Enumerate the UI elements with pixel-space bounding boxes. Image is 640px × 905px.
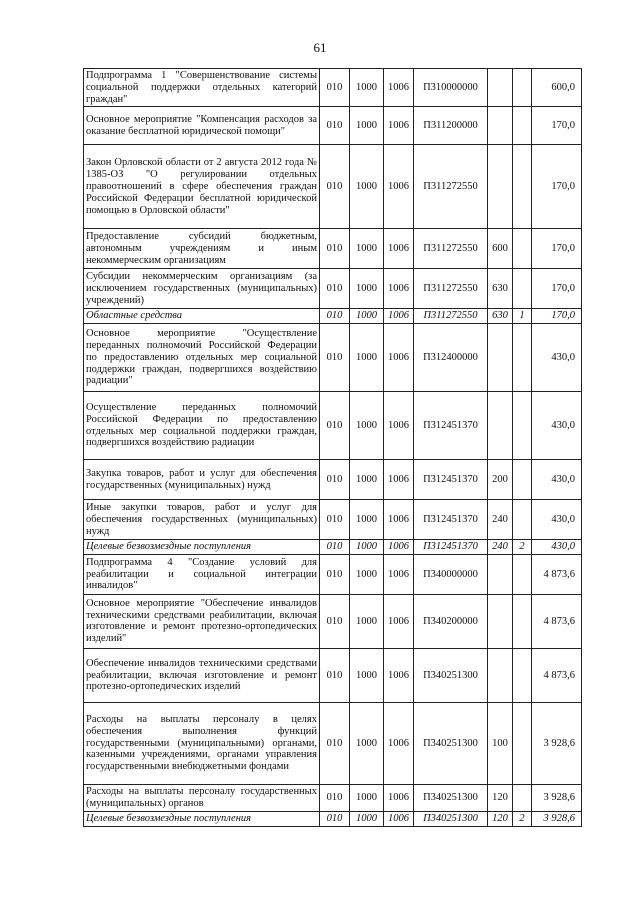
target-article-code: П311272550 xyxy=(414,145,488,229)
funding-source-code xyxy=(513,648,532,702)
table-row xyxy=(84,811,582,826)
row-name: Основное мероприятие "Осуществление переданных полномочий Российской Федерации по предоставлению отдельных мер социальной поддержки граждан, подвергшихся воздействию радиации" xyxy=(84,324,320,392)
funding-source-code xyxy=(513,107,532,145)
expense-type-code xyxy=(488,594,513,648)
subsection-code: 1006 xyxy=(384,594,414,648)
target-article-code: П340251300 xyxy=(414,811,488,826)
target-article-code: П340251300 xyxy=(414,702,488,784)
section-code: 1000 xyxy=(350,392,384,460)
subsection-code: 1006 xyxy=(384,269,414,309)
section-code: 1000 xyxy=(350,460,384,500)
row-name: Основное мероприятие "Обеспечение инвалидов техническими средствами реабилитации, включая изготовление и ремонт протезно-ортопедических изделий" xyxy=(84,594,320,648)
section-code: 1000 xyxy=(350,811,384,826)
expense-type-code: 200 xyxy=(488,460,513,500)
budget-table-body xyxy=(84,69,582,827)
ministry-code: 010 xyxy=(320,229,350,269)
subsection-code: 1006 xyxy=(384,540,414,555)
section-code: 1000 xyxy=(350,702,384,784)
expense-type-code: 240 xyxy=(488,500,513,540)
row-name: Расходы на выплаты персоналу в целях обеспечения выполнения функций государственными (муниципальными) органами, казенными учреждениями, органами управления государственными внебюджетными фондами xyxy=(84,702,320,784)
section-code: 1000 xyxy=(350,309,384,324)
table-row xyxy=(84,324,582,392)
amount: 430,0 xyxy=(532,540,582,555)
ministry-code: 010 xyxy=(320,309,350,324)
row-name: Обеспечение инвалидов техническими средствами реабилитации, включая изготовление и ремонт протезно-ортопедических изделий xyxy=(84,648,320,702)
expense-type-code xyxy=(488,69,513,107)
subsection-code: 1006 xyxy=(384,648,414,702)
ministry-code: 010 xyxy=(320,702,350,784)
section-code: 1000 xyxy=(350,107,384,145)
expense-type-code xyxy=(488,324,513,392)
row-name: Основное мероприятие "Компенсация расходов за оказание бесплатной юридической помощи" xyxy=(84,107,320,145)
target-article-code: П312400000 xyxy=(414,324,488,392)
ministry-code: 010 xyxy=(320,811,350,826)
target-article-code: П311272550 xyxy=(414,309,488,324)
section-code: 1000 xyxy=(350,269,384,309)
amount: 170,0 xyxy=(532,229,582,269)
amount: 170,0 xyxy=(532,107,582,145)
ministry-code: 010 xyxy=(320,784,350,811)
funding-source-code xyxy=(513,69,532,107)
table-row xyxy=(84,269,582,309)
ministry-code: 010 xyxy=(320,554,350,594)
section-code: 1000 xyxy=(350,554,384,594)
expense-type-code: 100 xyxy=(488,702,513,784)
subsection-code: 1006 xyxy=(384,702,414,784)
section-code: 1000 xyxy=(350,145,384,229)
expense-type-code: 120 xyxy=(488,811,513,826)
section-code: 1000 xyxy=(350,69,384,107)
subsection-code: 1006 xyxy=(384,811,414,826)
table-row xyxy=(84,107,582,145)
table-row xyxy=(84,229,582,269)
amount: 430,0 xyxy=(532,392,582,460)
ministry-code: 010 xyxy=(320,648,350,702)
funding-source-code: 1 xyxy=(513,309,532,324)
expense-type-code: 120 xyxy=(488,784,513,811)
amount: 3 928,6 xyxy=(532,811,582,826)
section-code: 1000 xyxy=(350,324,384,392)
row-name: Иные закупки товаров, работ и услуг для обеспечения государственных (муниципальных) нужд xyxy=(84,500,320,540)
amount: 170,0 xyxy=(532,309,582,324)
section-code: 1000 xyxy=(350,229,384,269)
table-row xyxy=(84,460,582,500)
target-article-code: П312451370 xyxy=(414,500,488,540)
amount: 3 928,6 xyxy=(532,784,582,811)
table-row xyxy=(84,648,582,702)
subsection-code: 1006 xyxy=(384,392,414,460)
section-code: 1000 xyxy=(350,784,384,811)
ministry-code: 010 xyxy=(320,107,350,145)
table-row xyxy=(84,554,582,594)
amount: 430,0 xyxy=(532,500,582,540)
subsection-code: 1006 xyxy=(384,554,414,594)
section-code: 1000 xyxy=(350,594,384,648)
table-row xyxy=(84,69,582,107)
subsection-code: 1006 xyxy=(384,145,414,229)
amount: 4 873,6 xyxy=(532,648,582,702)
row-name: Подпрограмма 1 "Совершенствование системы социальной поддержки отдельных категорий граждан" xyxy=(84,69,320,107)
target-article-code: П312451370 xyxy=(414,540,488,555)
target-article-code: П312451370 xyxy=(414,460,488,500)
funding-source-code xyxy=(513,460,532,500)
target-article-code: П340251300 xyxy=(414,648,488,702)
target-article-code: П340200000 xyxy=(414,594,488,648)
row-name: Целевые безвозмездные поступления xyxy=(84,540,320,555)
target-article-code: П340000000 xyxy=(414,554,488,594)
ministry-code: 010 xyxy=(320,145,350,229)
row-name: Целевые безвозмездные поступления xyxy=(84,811,320,826)
expense-type-code xyxy=(488,107,513,145)
row-name: Субсидии некоммерческим организациям (за исключением государственных (муниципальных) учреждений) xyxy=(84,269,320,309)
table-row xyxy=(84,145,582,229)
section-code: 1000 xyxy=(350,500,384,540)
expense-type-code xyxy=(488,392,513,460)
table-row xyxy=(84,309,582,324)
funding-source-code xyxy=(513,269,532,309)
subsection-code: 1006 xyxy=(384,309,414,324)
table-row xyxy=(84,500,582,540)
section-code: 1000 xyxy=(350,540,384,555)
row-name: Расходы на выплаты персоналу государственных (муниципальных) органов xyxy=(84,784,320,811)
row-name: Предоставление субсидий бюджетным, автономным учреждениям и иным некоммерческим организациям xyxy=(84,229,320,269)
expense-type-code: 600 xyxy=(488,229,513,269)
target-article-code: П311272550 xyxy=(414,269,488,309)
subsection-code: 1006 xyxy=(384,107,414,145)
subsection-code: 1006 xyxy=(384,69,414,107)
budget-table xyxy=(83,68,582,827)
row-name: Подпрограмма 4 "Создание условий для реабилитации и социальной интеграции инвалидов" xyxy=(84,554,320,594)
subsection-code: 1006 xyxy=(384,324,414,392)
funding-source-code xyxy=(513,145,532,229)
target-article-code: П311200000 xyxy=(414,107,488,145)
expense-type-code xyxy=(488,145,513,229)
ministry-code: 010 xyxy=(320,392,350,460)
target-article-code: П311272550 xyxy=(414,229,488,269)
table-row xyxy=(84,702,582,784)
funding-source-code xyxy=(513,392,532,460)
expense-type-code xyxy=(488,648,513,702)
target-article-code: П312451370 xyxy=(414,392,488,460)
ministry-code: 010 xyxy=(320,460,350,500)
amount: 4 873,6 xyxy=(532,554,582,594)
amount: 430,0 xyxy=(532,324,582,392)
subsection-code: 1006 xyxy=(384,229,414,269)
funding-source-code xyxy=(513,784,532,811)
ministry-code: 010 xyxy=(320,69,350,107)
funding-source-code xyxy=(513,554,532,594)
subsection-code: 1006 xyxy=(384,460,414,500)
page-number: 61 xyxy=(313,40,327,55)
ministry-code: 010 xyxy=(320,540,350,555)
amount: 170,0 xyxy=(532,145,582,229)
table-row xyxy=(84,392,582,460)
table-row xyxy=(84,784,582,811)
row-name: Закон Орловской области от 2 августа 2012 года № 1385-ОЗ "О регулировании отдельных правоотношений в сфере обеспечения граждан Российской Федерации бесплатной юридической помощью в Орловской области" xyxy=(84,145,320,229)
expense-type-code: 630 xyxy=(488,309,513,324)
ministry-code: 010 xyxy=(320,500,350,540)
row-name: Областные средства xyxy=(84,309,320,324)
amount: 4 873,6 xyxy=(532,594,582,648)
expense-type-code: 630 xyxy=(488,269,513,309)
ministry-code: 010 xyxy=(320,269,350,309)
funding-source-code xyxy=(513,324,532,392)
funding-source-code xyxy=(513,702,532,784)
funding-source-code: 2 xyxy=(513,540,532,555)
amount: 3 928,6 xyxy=(532,702,582,784)
subsection-code: 1006 xyxy=(384,784,414,811)
expense-type-code: 240 xyxy=(488,540,513,555)
subsection-code: 1006 xyxy=(384,500,414,540)
target-article-code: П340251300 xyxy=(414,784,488,811)
funding-source-code xyxy=(513,500,532,540)
ministry-code: 010 xyxy=(320,594,350,648)
table-row xyxy=(84,540,582,555)
target-article-code: П310000000 xyxy=(414,69,488,107)
funding-source-code xyxy=(513,594,532,648)
section-code: 1000 xyxy=(350,648,384,702)
amount: 170,0 xyxy=(532,269,582,309)
funding-source-code: 2 xyxy=(513,811,532,826)
expense-type-code xyxy=(488,554,513,594)
row-name: Закупка товаров, работ и услуг для обеспечения государственных (муниципальных) нужд xyxy=(84,460,320,500)
row-name: Осуществление переданных полномочий Российской Федерации по предоставлению отдельных мер социальной поддержки граждан, подвергшихся воздействию радиации xyxy=(84,392,320,460)
funding-source-code xyxy=(513,229,532,269)
ministry-code: 010 xyxy=(320,324,350,392)
table-row xyxy=(84,594,582,648)
amount: 430,0 xyxy=(532,460,582,500)
amount: 600,0 xyxy=(532,69,582,107)
